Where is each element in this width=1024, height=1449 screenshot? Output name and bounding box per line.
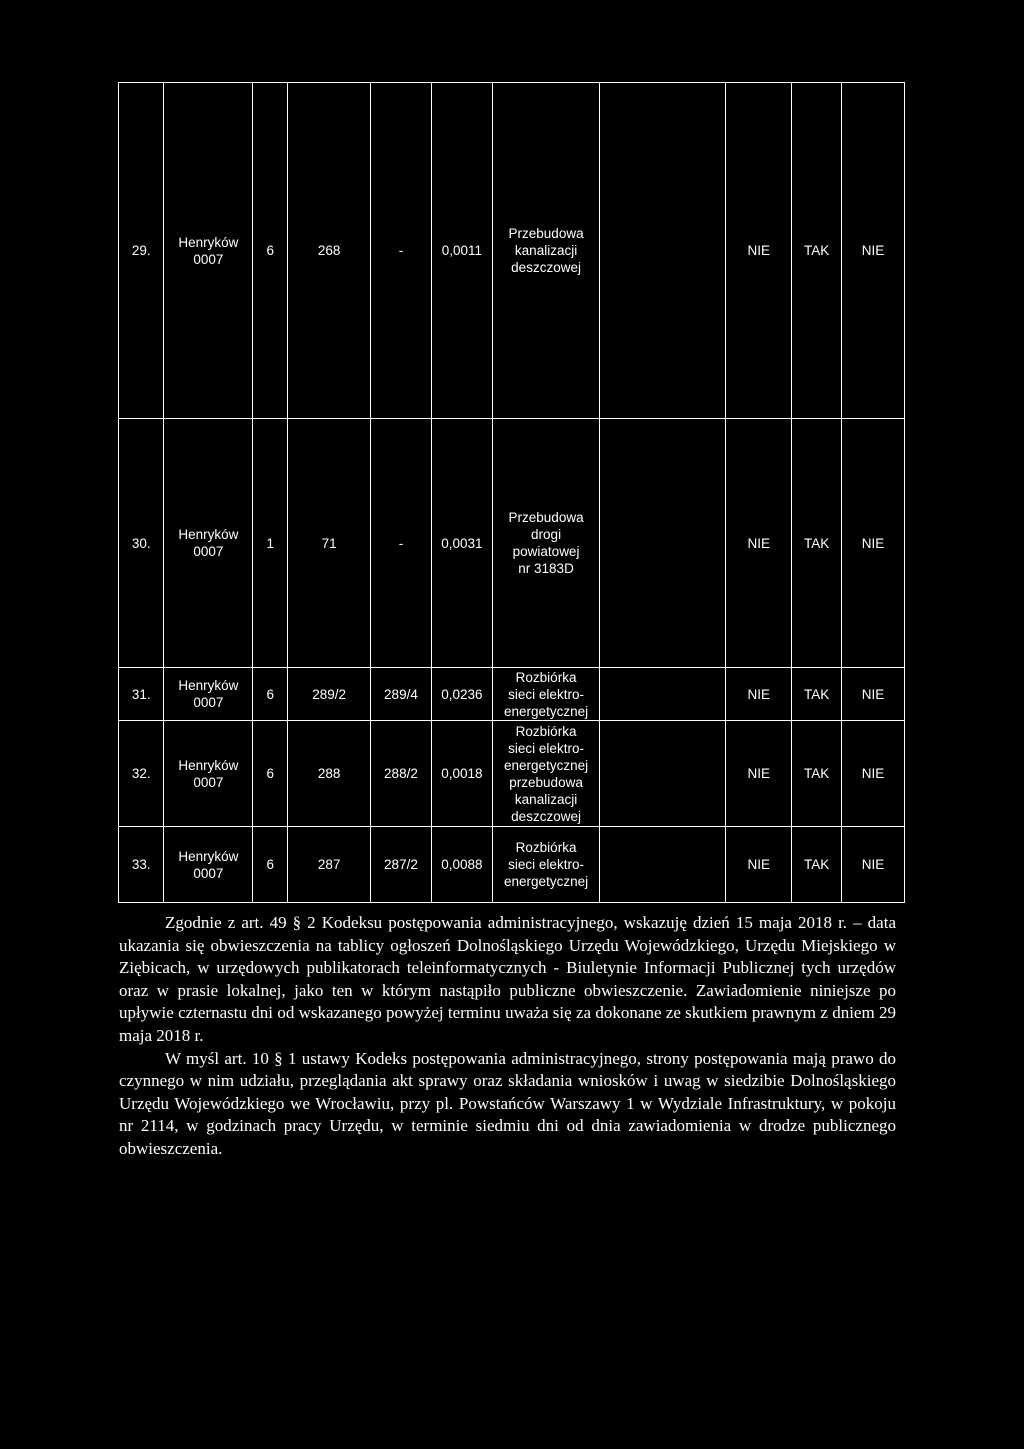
row-number: 33. [119,827,164,903]
purpose-cell: Przebudowa kanalizacji deszczowej [492,83,599,419]
flag-cell: NIE [841,827,904,903]
flag-cell: NIE [841,668,904,721]
table-row [119,721,905,827]
flag-cell: NIE [841,419,904,668]
new-parcel-cell: - [370,83,431,419]
flag-cell: TAK [792,827,842,903]
flag-cell: NIE [726,827,792,903]
map-sheet-cell: 1 [253,419,288,668]
rights-paragraph: W myśl art. 10 § 1 ustawy Kodeks postępowania administracyjnego, strony postępowania mają prawo do czynnego w nim udziału, przeglądania akt sprawy oraz składania wniosków i uwag w siedzibie Dolnośląskiego Urzędu Wojewódzkiego we Wrocławiu, przy pl. Powstańców Warszawy 1 w Wydziale Infrastruktury, w pokoju nr 2114, w godzinach pracy Urzędu, w terminie siedmiu dni od dnia zawiadomienia w drodze publicznego obwieszczenia. [119,1048,896,1158]
flag-cell: TAK [792,83,842,419]
flag-cell: NIE [726,419,792,668]
empty-cell [600,83,726,419]
table-row [119,668,905,721]
row-number: 31. [119,668,164,721]
area-cell: 0,0018 [431,721,492,827]
parcel-cell: 287 [288,827,371,903]
purpose-cell: Przebudowa drogi powiatowej nr 3183D [492,419,599,668]
new-parcel-cell: 289/4 [370,668,431,721]
flag-cell: TAK [792,419,842,668]
map-sheet-cell: 6 [253,827,288,903]
purpose-cell: Rozbiórka sieci elektro- energetycznej [492,827,599,903]
map-sheet-cell: 6 [253,721,288,827]
precinct-cell: Henryków 0007 [164,721,253,827]
table-row [119,419,905,668]
empty-cell [600,419,726,668]
new-parcel-cell: 287/2 [370,827,431,903]
purpose-cell: Rozbiórka sieci elektro- energetycznej [492,668,599,721]
flag-cell: NIE [726,721,792,827]
row-number: 29. [119,83,164,419]
flag-cell: NIE [841,721,904,827]
flag-cell: NIE [841,83,904,419]
area-cell: 0,0031 [431,419,492,668]
parcels-table [118,82,905,903]
map-sheet-cell: 6 [253,83,288,419]
flag-cell: NIE [726,83,792,419]
area-cell: 0,0236 [431,668,492,721]
notice-paragraph: Zgodnie z art. 49 § 2 Kodeksu postępowania administracyjnego, wskazuję dzień 15 maja 2018 r. – data ukazania się obwieszczenia na tablicy ogłoszeń Dolnośląskiego Urzędu Wojewódzkiego, Urzędu Miejskiego w Ziębicach, w urzędowych publikatorach teleinformatycznych - Biuletynie Informacji Publicznej tych urzędów oraz w prasie lokalnej, jako ten w którym nastąpiło publiczne obwieszczenie. Zawiadomienie niniejsze po upływie czternastu dni od wskazanego powyżej terminu uważa się za dokonane ze skutkiem prawnym z dniem 29 maja 2018 r. [119,913,896,1045]
row-number: 32. [119,721,164,827]
map-sheet-cell: 6 [253,668,288,721]
parcel-cell: 288 [288,721,371,827]
area-cell: 0,0088 [431,827,492,903]
flag-cell: TAK [792,721,842,827]
empty-cell [600,668,726,721]
precinct-cell: Henryków 0007 [164,83,253,419]
parcel-cell: 289/2 [288,668,371,721]
flag-cell: NIE [726,668,792,721]
area-cell: 0,0011 [431,83,492,419]
purpose-cell: Rozbiórka sieci elektro- energetycznej przebudowa kanalizacji deszczowej [492,721,599,827]
precinct-cell: Henryków 0007 [164,827,253,903]
table-row [119,83,905,419]
precinct-cell: Henryków 0007 [164,668,253,721]
table-row [119,827,905,903]
notice-text [119,912,896,1161]
new-parcel-cell: - [370,419,431,668]
flag-cell: TAK [792,668,842,721]
empty-cell [600,721,726,827]
row-number: 30. [119,419,164,668]
parcel-cell: 268 [288,83,371,419]
precinct-cell: Henryków 0007 [164,419,253,668]
parcel-cell: 71 [288,419,371,668]
empty-cell [600,827,726,903]
new-parcel-cell: 288/2 [370,721,431,827]
